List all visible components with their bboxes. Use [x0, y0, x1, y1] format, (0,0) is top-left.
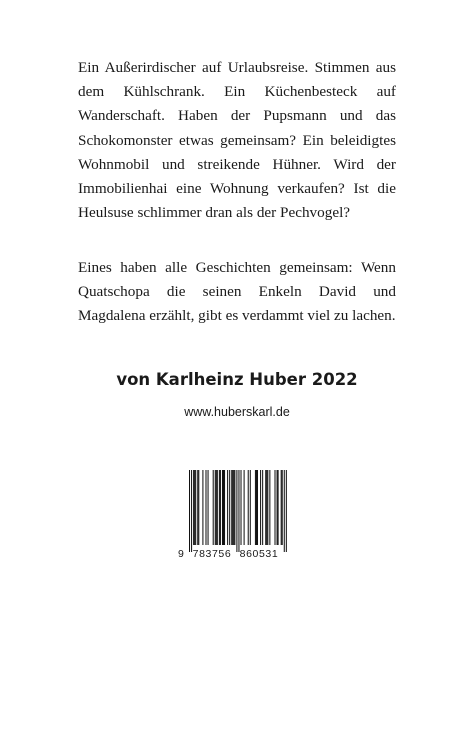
barcode-bar — [256, 470, 257, 545]
barcode-bar — [189, 470, 190, 552]
barcode-bar — [278, 470, 279, 545]
barcode-bar — [223, 470, 224, 545]
barcode-graphic — [172, 466, 300, 562]
barcode-bar — [229, 470, 230, 545]
barcode-bar — [255, 470, 256, 545]
barcode-bar — [216, 470, 217, 545]
barcode-bar — [217, 470, 218, 545]
barcode-bar — [233, 470, 234, 545]
barcode-bar — [232, 470, 233, 545]
isbn-barcode — [172, 466, 300, 562]
barcode-bar — [286, 470, 287, 552]
barcode-bar — [198, 470, 199, 545]
barcode-bar — [224, 470, 225, 545]
barcode-bar — [215, 470, 216, 545]
barcode-bar — [244, 470, 245, 545]
barcode-bar — [219, 470, 220, 545]
barcode-bar — [277, 470, 278, 545]
barcode-bar — [241, 470, 242, 545]
barcode-bar — [213, 470, 214, 545]
barcode-bar — [222, 470, 223, 545]
blurb-paragraph-1: Ein Außerirdischer auf Urlaubsreise. Stimmen aus dem Kühlschrank. Ein Küchenbesteck auf Wanderschaft. Haben der Pupsmann und das Schokomonster etwas gemeinsam? Ein beleidigtes Wohnmobil und streikende Hühner. Wird der Immobilienhai eine Wohnung verkaufen? Ist die Heulsuse schlimmer dran als der Pechvogel? — [78, 59, 396, 222]
barcode-bar — [248, 470, 249, 545]
barcode-bar — [282, 470, 283, 545]
barcode-bar — [227, 470, 228, 545]
barcode-bar — [267, 470, 268, 545]
barcode-bar — [284, 470, 285, 552]
barcode-bar — [231, 470, 232, 545]
barcode-bar — [202, 470, 203, 545]
barcode-bar — [197, 470, 198, 545]
barcode-bar — [220, 470, 221, 545]
barcode-bar — [257, 470, 258, 545]
barcode-bar — [236, 470, 237, 552]
barcode-bar — [195, 470, 196, 545]
barcode-bar — [260, 470, 261, 545]
barcode-bar — [265, 470, 266, 545]
barcode-bar — [205, 470, 206, 545]
barcode-bar — [250, 470, 251, 545]
barcode-bar — [274, 470, 275, 545]
barcode-bar — [208, 470, 209, 545]
barcode-bar — [238, 470, 239, 552]
barcode-bar — [269, 470, 270, 545]
barcode-bar — [266, 470, 267, 545]
barcode-right-digits: 860531 — [239, 548, 279, 560]
barcode-bar — [234, 470, 235, 545]
barcode-left-digits: 783756 — [192, 548, 232, 560]
barcode-bar — [191, 470, 192, 552]
barcode-bar — [281, 470, 282, 545]
barcode-bar — [194, 470, 195, 545]
blurb-paragraph-2: Eines haben alle Geschichten gemeinsam: Wenn Quatschopa die seinen Enkeln David und Magdalena erzählt, gibt es verdammt viel zu lachen. — [78, 259, 396, 325]
author-line: von Karlheinz Huber 2022 — [116, 370, 358, 389]
barcode-bar — [193, 470, 194, 545]
barcode-first-digit: 9 — [178, 548, 184, 560]
website-url: www.huberskarl.de — [184, 405, 290, 419]
barcode-bar — [262, 470, 263, 545]
